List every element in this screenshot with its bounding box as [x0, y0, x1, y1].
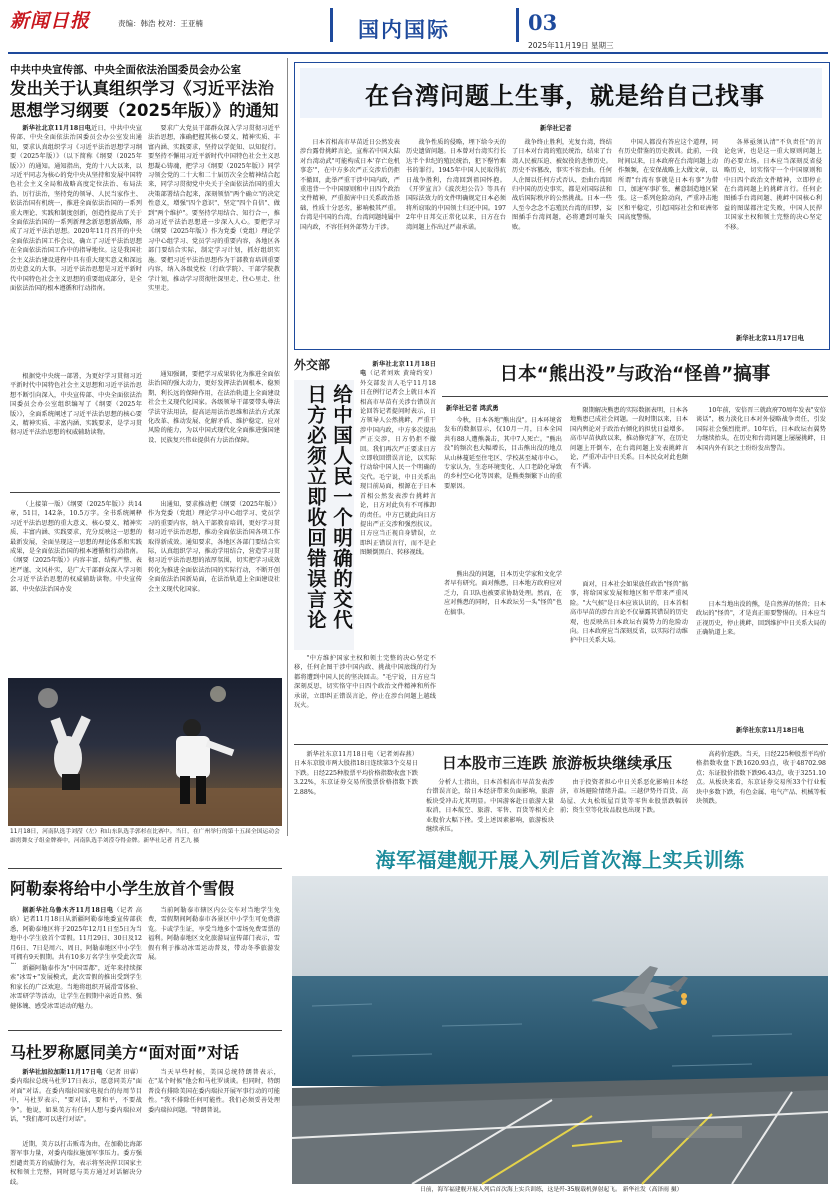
notice-continued-2: 出通知，要求推动把《纲要（2025年版）》作为党委（党组）理论学习中心组学习、党员学习的重要内容，纳入干部教育培训，更好学习贯彻习近平法治思想，推动全面依法治国各项工作取得新成效。通知要求，各地区各部门要结合实际，认真组织学习，推动学用结合，营造学习贯彻习近平法治思想的浓厚氛围，切实把学习成效转化为推进全面依法治国的实际行动，不断开创全面依法治国新局面，在法治轨道上全面建设社会主义现代化国家。 [148, 501, 280, 593]
snow-column-1b: 新疆阿勒泰作为"中国雪都"，近年来持续探索"冰雪+"发展模式，此次雪假的推出受到学生和家长的广泛欢迎。当地将组织开展滑雪体验、冰雪研学等活动，让学生在假期中亲近自然、强健体魄、感受冰雪运动的魅力。 [10, 965, 142, 1010]
stocks-column-2: 分析人士指出，日本首相高市早苗发表涉台错误言论，给日本经济带来负面影响，旅游板块受冲击尤其明显。中国游客赴日旅游大量取消，日本航空、旅游、零售、百货等相关企业股价大幅下挫。受上述因素影响，旅游板块继续承压。 [426, 779, 554, 834]
breakdance-caption: 11月18日，河南队选手刘滢（左）和山东队选手郭杉在比赛中。当日，在广州举行的第十五届全国运动会霹雳舞女子组金牌赛中，河南队选手刘滢夺得金牌。新华社记者 肖艺九 摄 [10, 829, 280, 844]
commentary-column-1: 日本首相高市早苗近日公然发表涉台露骨挑衅言论，宣称若中国大陆对台湾动武"可能构成日本'存亡危机事态'"，在中方多次严正交涉后仍拒不撤回，此举严重干涉中国内政，严重违背一个中国原则和中日四个政治文件精神，严重损害中日关系政治基础，性质十分恶劣，影响极其严重。台湾是中国的台湾，台湾问题纯属中国内政，不容任何外部势力干涉。 [300, 139, 400, 231]
notice-title: 发出关于认真组织学习《习近平法治思想学习纲要（2025年版）》的通知 [10, 79, 279, 120]
stocks-column-4: 高药价连跌。当天，日经225种股票平均价格指数收盘下跌1620.93点，收于48702.98点；东证股价指数下跌96.43点，收于3251.10点。从板块来看，东京证券交易所33个行业板块中多数下跌，有色金属、电气产品、机械等板块领跌。 [696, 751, 826, 806]
header-rule [8, 52, 828, 54]
fa-title: 给中国人民一个明确的交代日方必须立即收回错误言论 [304, 384, 353, 630]
notice-continued-1: （上接第一版）《纲要（2025年版）》共14章，51目，142条，10.5万字。全书系统阐释习近平法治思想的重大意义、核心要义、精神实质、丰富内涵、实践要求，充分反映这一思想的最新发展，全面呈现这一思想的理论体系和实践成果，是全面依法治国的根本遵循和行动指南。《纲要（2025年版）》内容丰富、结构严整、表述严谨、文风朴实，是广大干部群众深入学习领会习近平法治思想的权威辅助读物。中央宣传部、中央依法治国办发 [10, 501, 142, 593]
divider [8, 868, 282, 869]
page-number: 03 [528, 10, 558, 35]
notice-column-1b: 根据党中央统一部署，为更好学习贯彻习近平新时代中国特色社会主义思想和习近平法治思想不断引向深入，中央宣传部、中央全面依法治国委员会办公室组织编写了《纲要（2025年版）》，全面系统阐述了习近平法治思想的核心要义、精神实质、丰富内涵、实践要求，是学习贯彻习近平法治思想的权威辅助读物。 [10, 372, 142, 484]
maduro-column-2: 当天早些时候，美国总统特朗普表示，在"某个时候"他会和马杜罗谈谈。但同时，特朗普没有排除美国在委内瑞拉开展军事行动的可能性。"我不排除任何可能性。我们必须妥善处理委内瑞拉问题。"特朗普说。 [148, 1069, 280, 1114]
commentary-dateline: 新华社北京11月17日电 [736, 335, 804, 342]
stocks-column-3: 由于投资者担心中日关系恶化影响日本经济，市场避险情绪升温。三越伊势丹百货、高岛屋、大丸松坂屋百货等零售业股票跌幅居前；资生堂等化妆品股也出现下跌。 [560, 779, 688, 815]
stocks-title: 日本股市三连跌 旅游板块继续承压 [441, 754, 673, 772]
snow-text: （记者 高晗）记者11月18日从新疆阿勒泰地委宣传部获悉，阿勒泰地区将于2025年12月1日至5日为当地中小学生放首个雪假。11月29日、30日及12月6日、7日是周六、周日，阿勒泰地区中小学生可拥有9天假期。共有10多万名学生享受此次雪 [10, 907, 142, 962]
commentary-column-3: 战争终止胜利，光复台湾，终结了日本对台湾的殖民统治，结束了台湾人民被压迫、被奴役的悲惨历史。历史不容篡改，事实不容歪曲。任何人企图以任何方式否认、歪曲台湾回归中国的历史事实，都是对国际法和战后国际秩序的公然挑战。日本一些人至今念念不忘殖民台湾的旧梦，妄图插手台湾问题，必将遭到可耻失败。 [512, 139, 612, 231]
notice-column-2b: 通知强调，要把学习成果转化为推进全面依法治国的强大动力，更好发挥法治固根本、稳预期、利长远的保障作用，在法治轨道上全面建设社会主义现代化国家。各级领导干部要带头尊法学法守法用法，提高运用法治思维和法治方式深化改革、推动发展、化解矛盾、维护稳定、应对风险的能力，为以中国式现代化全面推进强国建设、民族复兴伟业提供有力法治保障。 [148, 370, 280, 484]
header-divider [330, 8, 333, 42]
snow-dateline: 据新华社乌鲁木齐11月18日电 [22, 907, 114, 914]
bear-column-3b: 日本当地出没的熊，是自然界的怪兽；日本政坛的"怪兽"，才是真正需要警惕的。日本应当正视历史，停止挑衅，回到维护中日关系大局的正确轨道上来。 [696, 601, 826, 637]
divider [442, 396, 828, 397]
bear-column-1b: 熊出没的问题，日本历史学家和文化学者早有研究。面对熊患，日本地方政府应对乏力，自卫队也被要求协助处理。然而，在应对熊患的同时，日本政坛另一头"怪兽"也在搞事。 [444, 570, 562, 738]
commentary-column-4: 中国人都没有答应这个道理，同有历史借鉴的历史教训。此前，一段时间以来，日本政府在台湾问题上动作频频，在安保战略上大做文章，以所谓"台湾有事就是日本有事"为借口，加速军事扩张，蓄意制造地区紧张。这一系列危险动向，严重冲击地区和平稳定，引起国际社会和亚洲邻国高度警惕。 [618, 139, 718, 222]
fa-column-1 [360, 360, 436, 650]
navy-photo [292, 876, 828, 1184]
commentary-author: 新华社记者 [540, 125, 572, 132]
maduro-text: （记者 田睿）委内瑞拉总统马杜罗17日表示，愿意同美方"面对面"对话。在委内瑞拉国家电视台的每周节目中，马杜罗表示，"要对话，要和平，不要战争"。他说，如果美方有任何人想与委内瑞拉对话，"我们都可以进行对话"。 [10, 1069, 142, 1124]
bear-column-2b: 面对，日本社会如果放任政治"怪兽"搞事，将给国家发展和地区和平带来严重风险。"大气候"是日本应该认识的，日本首相高市早苗的涉台言论不仅暴露其错误的历史观，也反映出日本政坛右翼势力的危险动向。日本政府应当深刻反省，以实际行动维护中日关系大局。 [570, 580, 688, 738]
navy-title: 海军福建舰开展入列后首次海上实兵训练 [375, 848, 745, 872]
divider [8, 1030, 282, 1031]
editor-line: 责编：韩浩 校对：王亚楠 [118, 19, 203, 28]
newspaper-logo: 新闻日报 [10, 10, 91, 32]
bear-column-2: 限期解决熊患的实际数据表明，日本各地熊患已成社会问题。一段时期以来，日本国内舆论对于政治右倾化的担忧日益增多。高市早苗执政以来，推动修宪扩军，在历史问题上开倒车，在台湾问题上发表挑衅言论，严重冲击中日关系。日本民众对此也颇有不满。 [570, 407, 688, 471]
bear-title: 日本“熊出没”与政治“怪兽”搞事 [499, 364, 771, 385]
maduro-title: 马杜罗称愿同美方“面对面”对话 [10, 1043, 240, 1062]
breakdance-photo-art [8, 678, 282, 826]
maduro-column-1b: 近期，美方以打击贩毒为由，在加勒比海部署军事力量，对委内瑞拉施加军事压力。委方强烈谴责美方的威胁行为，表示将坚决捍卫国家主权和领土完整，同时愿与美方通过对话解决分歧。 [10, 1140, 142, 1196]
bear-byline: 新华社记者 鸿武勇 [446, 405, 499, 412]
section-title: 国内国际 [358, 18, 450, 42]
fa-column-2: "中方维护国家主权和领土完整的决心坚定不移，任何企图干涉中国内政、挑战中国底线的行为都将遭到中国人民的坚决回击。"毛宁说，日方应当深刻反思，切实恪守中日四个政治文件精神和所作承诺，立即纠正错误言论，停止在涉台问题上越线玩火。 [294, 655, 436, 710]
divider [10, 492, 280, 493]
snow-column-2: 当前阿勒泰市辖区内公交车对当地学生免费，雪假期间阿勒泰市各景区中小学生可免费游览。卡或学生证，享受当地多个雪场免费雪票的福利。阿勒泰地区文化旅游局宣传部门表示，雪假有利于推动冰雪运动普及，带动冬季旅游发展。 [148, 907, 280, 962]
column-divider [287, 58, 288, 836]
breakdance-photo [8, 678, 282, 826]
stocks-column-1: 新华社东京11月18日电（记者刘春燕）日本东京股市两大股指18日连续第3个交易日下跌。日经225种股票平均价格指数收盘下跌3.22%，东京证券交易所股票价格指数下跌2.88%。 [294, 751, 418, 796]
fa-text: （记者刘欢 黄琦约安）外交部发言人毛宁11月18日在例行记者会上就日本首相高市早苗有关涉台错误言论回答记者提问时表示，日方领导人公然挑衅，严重干涉中国内政，中方多次提出严正交涉，日方仍拒不撤回。我们再次严正要求日方立即收回错误言论，以实际行动给中国人民一个明确的交代。毛宁说，中日关系出现目前局面，根源在于日本首相公然发表涉台挑衅言论，日方对此负有不可推卸的责任。中方已就此向日方提出严正交涉和强烈抗议。日方应当正视自身错误，立即纠正错误言行，而不是企图颠倒黑白、转移视线。 [360, 370, 437, 557]
fa-dateline: 新华社北京11月18日电 [360, 361, 436, 378]
notice-kicker: 中共中央宣传部、中央全面依法治国委员会办公室 [10, 64, 241, 76]
notice-dateline: 新华社北京11月18日电 [22, 125, 92, 132]
bear-column-1: 今秋，日本各地"熊出没"。日本环境省发布的数据显示，仅10月一月，日本全国共有88人遭熊袭击，其中7人死亡。"熊出没"的频次也大幅增长，目击熊出没的地点从山林蔓延至住宅区、学校甚至城市中心。专家认为，生态环境变化、人口老龄化导致的乡村空心化等因素，是熊类频繁下山的重要原因。 [444, 417, 562, 490]
issue-date: 2025年11月19日 星期三 [528, 41, 614, 50]
snow-title: 阿勒泰将给中小学生放首个雪假 [10, 879, 235, 898]
divider [294, 744, 828, 745]
navy-photo-art [292, 876, 828, 1184]
maduro-dateline: 新华社加拉加斯11月17日电 [22, 1069, 103, 1076]
notice-column-2: 要求广大党员干部群众深入学习贯彻习近平法治思想，准确把握其核心要义、精神实质、丰富内涵、实践要求，坚持以学促知、以知促行。要坚持不懈用习近平新时代中国特色社会主义思想凝心铸魂，把学习《纲要（2025年版）》同学习领会党的二十大和二十届历次全会精神结合起来，同学习贯彻党中央关于全面依法治国的重大决策部署结合起来，深刻领悟"两个确立"的决定性意义，增强"四个意识"、坚定"四个自信"、做到"两个维护"。要坚持学用结合、知行合一，推动习近平法治思想进一步深入人心。要把学习《纲要（2025年版）》作为党委（党组）理论学习中心组学习、党员学习的重要内容，各地区各部门要结合实际，制定学习计划，抓好组织实施。要把习近平法治思想作为干部教育培训重要内容，纳入各级党校（行政学院）、干部学院教学计划，推动学习贯彻往深里走、往心里走、往实里走。 [148, 125, 280, 292]
bear-dateline: 新华社东京11月18日电 [736, 727, 804, 734]
fa-label: 外交部 [294, 358, 331, 372]
header-divider [516, 8, 519, 42]
commentary-title: 在台湾问题上生事，就是给自己找事 [365, 82, 765, 110]
commentary-column-2: 战争性质的侵略，埋下给今天的历史遗留问题。日本曾对台湾实行长达半个世纪的殖民统治，犯下罄竹难书的罪行。1945年中国人民取得抗日战争胜利，台湾回到祖国怀抱。《开罗宣言》《波茨坦公告》等具有国际法效力的文件明确规定日本必须将所窃取的中国领土归还中国。1972年中日邦交正常化以来，日方在台湾问题上作出过严肃承诺。 [406, 139, 506, 231]
navy-caption: 日前，海军福建舰开展入列后首次海上实兵训练，这是歼-35舰载机弹射起飞。 新华社发（高泽雨 摄） [420, 1187, 683, 1193]
bear-column-3: 10年前，安倍晋三就政府70周年发表"安倍谈话"，极力淡化日本对外侵略战争责任，引发国际社会强烈批评。10年后，日本政坛右翼势力继续抬头，在历史和台湾问题上屡屡挑衅，日本国内外有识之士纷纷发出警告。 [696, 407, 826, 452]
commentary-column-5: 各界亟须认清"不负责任"的言论危害，也是这一重大原则问题上的必要立场。日本应当深刻反省侵略历史，切实恪守一个中国原则和中日四个政治文件精神，立即停止在台湾问题上的挑衅言行。任何企图插手台湾问题、挑衅中国核心利益的图谋都注定失败，中国人民捍卫国家主权和领土完整的决心坚定不移。 [724, 139, 822, 231]
notice-text: 近日，中共中央宣传部、中央全面依法治国委员会办公室发出通知，要求认真组织学习《习近平法治思想学习纲要（2025年版）》（以下简称《纲要（2025年版）》）的通知。通知指出，党的十八大以来，以习近平同志为核心的党中央从坚持和发展中国特色社会主义全局和战略高度定位法治、布局法治、厉行法治，坚持党的领导、人民当家作主、依法治国有机统一，推进全面依法治国的一系列重大理论、实践和制度创新，创造性提出了关于全面依法治国的一系列新理念新思想新战略，形成了习近平法治思想。2020年11月召开的中央全面依法治国工作会议，确立了习近平法治思想在全面依法治国工作中的指导地位。这是我国社会主义法治建设进程中具有重大现实意义和深远历史意义的大事。习近平法治思想是习近平新时代中国特色社会主义思想的重要组成部分，是全面依法治国的根本遵循和行动指南。 [10, 125, 142, 292]
